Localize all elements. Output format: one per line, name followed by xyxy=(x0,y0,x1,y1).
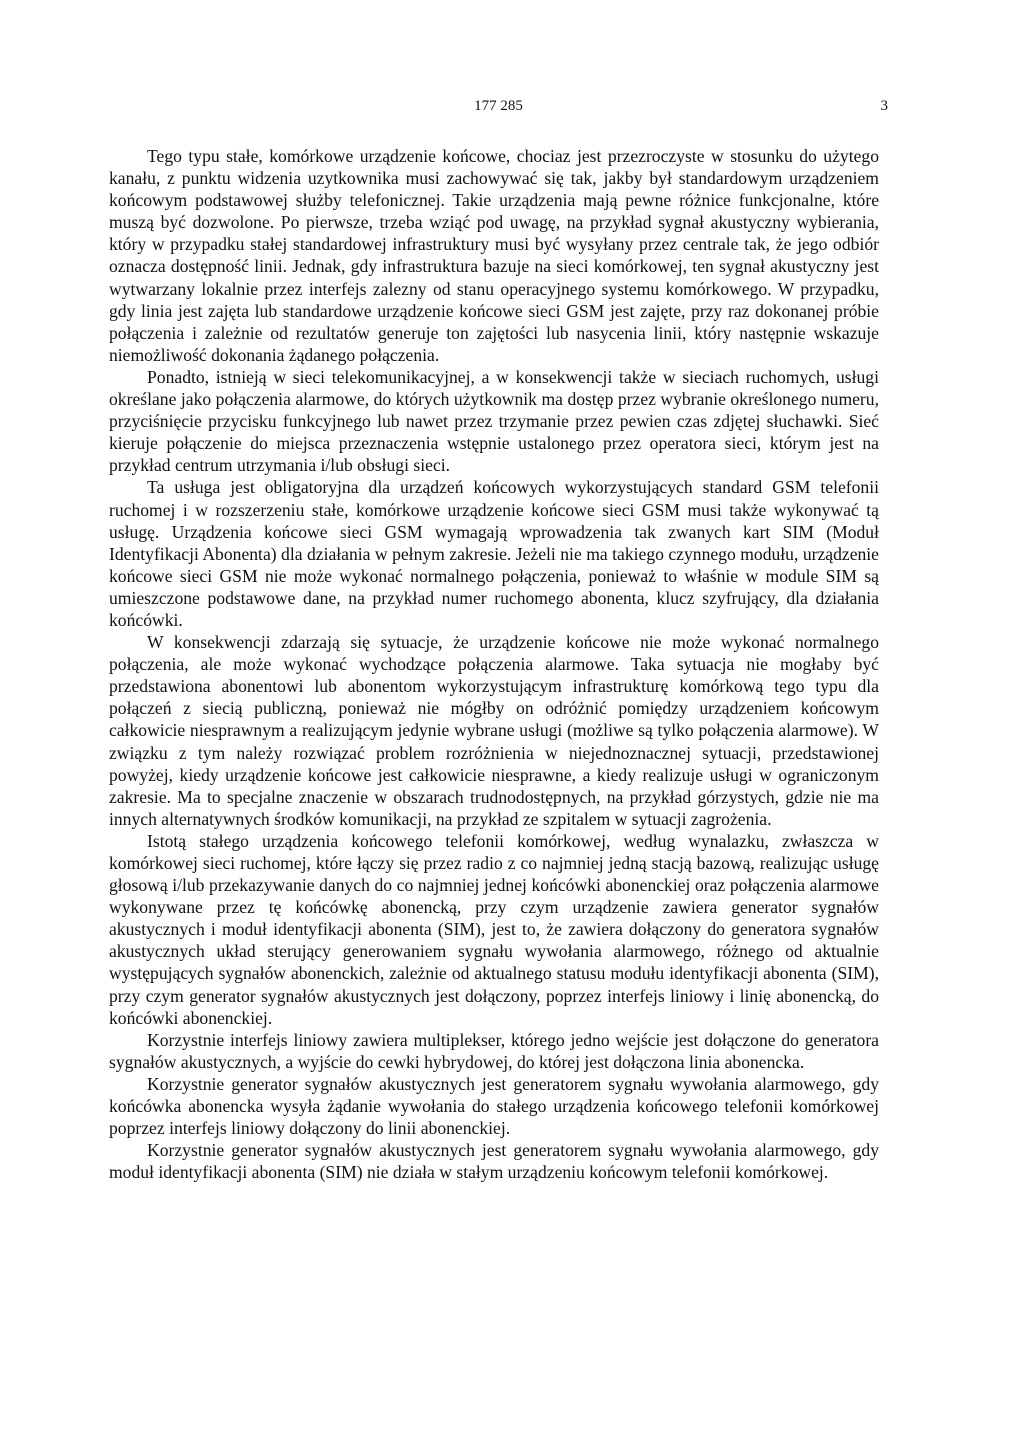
paragraph: Istotą stałego urządzenia końcowego telefonii komórkowej, według wynalazku, zwłaszcza w komórkowej sieci ruchomej, które łączy się przez radio z co najmniej jedną stacją bazową, realizując usługę głosową i/lub przekazywanie danych do co najmniej jednej końcówki abonenckiej oraz połączenia alarmowe wykonywane przez tę końcówkę abonencką, przy czym urządzenie zawiera generator sygnałów akustycznych i moduł identyfikacji abonenta (SIM), jest to, że zawiera dołączony do generatora sygnałów akustycznych układ sterujący generowaniem sygnału wywołania alarmowego, różnego od aktualnie występujących sygnałów abonenckich, zależnie od aktualnego statusu modułu identyfikacji abonenta (SIM), przy czym generator sygnałów akustycznych jest dołączony, poprzez interfejs liniowy i linię abonencką, do końcówki abonenckiej. xyxy=(109,830,879,1028)
patent-number: 177 285 xyxy=(474,98,523,114)
body-text xyxy=(109,145,879,1183)
paragraph: Korzystnie generator sygnałów akustycznych jest generatorem sygnału wywołania alarmowego, gdy końcówka abonencka wysyła żądanie wywołania do stałego urządzenia końcowego telefonii komórkowej poprzez interfejs liniowy dołączony do linii abonenckiej. xyxy=(109,1073,879,1139)
page-number: 3 xyxy=(880,98,888,114)
paragraph: Tego typu stałe, komórkowe urządzenie końcowe, chociaz jest przezroczyste w stosunku do użytego kanału, z punktu widzenia uzytkownika musi zachowywać się tak, jakby był standardowym urządzeniem końcowym podstawowej służby telefonicznej. Takie urządzenia mają pewne różnice funkcjonalne, które muszą być dozwolone. Po pierwsze, trzeba wziąć pod uwagę, na przykład sygnał akustyczny wybierania, który w przypadku stałej standardowej infrastruktury musi być wysyłany przez centrale tak, że jego odbiór oznacza dostępność linii. Jednak, gdy infrastruktura bazuje na sieci komórkowej, ten sygnał akustyczny jest wytwarzany lokalnie przez interfejs zalezny od stanu operacyjnego systemu komórkowego. W przypadku, gdy linia jest zajęta lub standardowe urządzenie końcowe sieci GSM jest zajęte, przy raz dokonanej próbie połączenia i zależnie od rezultatów generuje ton zajętości lub nasycenia linii, który następnie wskazuje niemożliwość dokonania żądanego połączenia. xyxy=(109,146,879,365)
page-header xyxy=(109,98,888,120)
paragraph: Korzystnie interfejs liniowy zawiera multiplekser, którego jedno wejście jest dołączone do generatora sygnałów akustycznych, a wyjście do cewki hybrydowej, do której jest dołączona linia abonencka. xyxy=(109,1029,879,1072)
paragraph: Ponadto, istnieją w sieci telekomunikacyjnej, a w konsekwencji także w sieciach ruchomych, usługi określane jako połączenia alarmowe, do których użytkownik ma dostęp przez wybranie określonego numeru, przyciśnięcie przycisku funkcyjnego lub nawet przez trzymanie przez pewien czas zdjętej słuchawki. Sieć kieruje połączenie do miejsca przeznaczenia wstępnie ustalonego przez operatora sieci, którym jest na przykład centrum utrzymania i/lub obsługi sieci. xyxy=(109,366,879,476)
paragraph: W konsekwencji zdarzają się sytuacje, że urządzenie końcowe nie może wykonać normalnego połączenia, ale może wykonać wychodzące połączenia alarmowe. Taka sytuacja nie mogłaby być przedstawiona abonentowi lub abonentom wykorzystującym infrastrukturę komórkową tego typu dla połączeń z siecią publiczną, ponieważ nie mógłby on odróżnić pomiędzy urządzeniem końcowym całkowicie niesprawnym a realizującym jedynie wybrane usługi (możliwe są tylko połączenia alarmowe). W związku z tym należy rozwiązać problem rozróżnienia w niejednoznacznej sytuacji, przedstawionej powyżej, kiedy urządzenie końcowe jest całkowicie niesprawne, a kiedy realizuje usługi w ograniczonym zakresie. Ma to specjalne znaczenie w obszarach trudnodostępnych, na przykład górzystych, gdzie nie ma innych alternatywnych środków komunikacji, na przykład ze szpitalem w sytuacji zagrożenia. xyxy=(109,632,879,829)
paragraph: Ta usługa jest obligatoryjna dla urządzeń końcowych wykorzystujących standard GSM telefonii ruchomej i w rozszerzeniu stałe, komórkowe urządzenie końcowe sieci GSM musi także wykonywać tą usługę. Urządzenia końcowe sieci GSM wymagają wprowadzenia tak zwanych kart SIM (Moduł Identyfikacji Abonenta) dla działania w pełnym zakresie. Jeżeli nie ma takiego czynnego modułu, urządzenie końcowe sieci GSM nie może wykonać normalnego połączenia, ponieważ to właśnie w module SIM są umieszczone podstawowe dane, na przykład numer ruchomego abonenta, klucz szyfrujący, dla działania końcówki. xyxy=(109,477,879,630)
paragraph: Korzystnie generator sygnałów akustycznych jest generatorem sygnału wywołania alarmowego, gdy moduł identyfikacji abonenta (SIM) nie działa w stałym urządzeniu końcowym telefonii komórkowej. xyxy=(109,1140,879,1183)
